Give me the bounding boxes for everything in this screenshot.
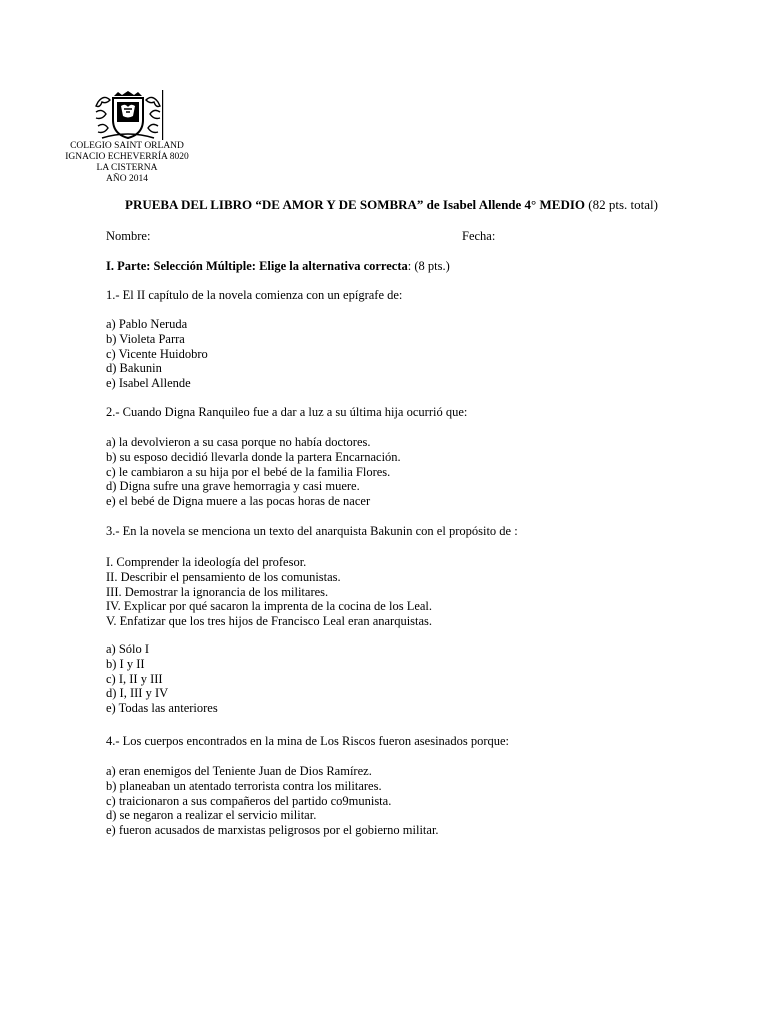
question-3-options [106,642,218,716]
option-b: b) Violeta Parra [106,331,185,346]
part-one-points: : (8 pts.) [407,259,450,273]
student-info-row [106,229,526,245]
question-4-prompt: 4.- Los cuerpos encontrados en la mina de Los Riscos fueron asesinados porque: [106,734,510,748]
option-a: a) Sólo I [106,642,150,656]
school-commune: LA CISTERNA [96,163,158,173]
school-crest-logo [92,90,164,142]
option-d: d) I, III y IV [106,686,169,701]
school-address: IGNACIO ECHEVERRÍA 8020 [65,152,189,162]
question-4-options [106,764,439,838]
option-c: c) le cambiaron a su hija por el bebé de la familia Flores. [106,464,391,479]
question-3 [106,524,518,539]
part-one-heading [106,259,450,274]
school-year: AÑO 2014 [106,174,148,184]
question-1-prompt: 1.- El II capítulo de la novela comienza con un epígrafe de: [106,288,403,302]
part-one-title: I. Parte: Selección Múltiple: Elige la alternativa correcta [106,259,408,273]
statement-iii: III. Demostrar la ignorancia de los militares. [106,584,329,599]
option-d: d) Digna sufre una grave hemorragia y casi muere. [106,479,360,494]
option-e: e) Isabel Allende [106,376,191,391]
statement-v: V. Enfatizar que los tres hijos de Francisco Leal eran anarquistas. [106,614,433,629]
question-1-options [106,317,208,391]
statement-iv: IV. Explicar por qué sacaron la imprenta de la cocina de los Leal. [106,599,433,614]
question-4 [106,734,509,749]
option-e: e) fueron acusados de marxistas peligrosos por el gobierno militar. [106,823,439,838]
school-info [62,141,192,185]
date-field-label: Fecha: [462,229,496,243]
question-3-statements [106,555,432,629]
school-name: COLEGIO SAINT ORLAND [70,141,184,151]
statement-i: I. Comprender la ideología del profesor. [106,555,307,569]
option-a: a) eran enemigos del Teniente Juan de Dios Ramírez. [106,764,372,778]
test-title [125,197,658,213]
question-2-prompt: 2.- Cuando Digna Ranquileo fue a dar a luz a su última hija ocurrió que: [106,405,468,419]
option-d: d) Bakunin [106,361,162,376]
question-3-prompt: 3.- En la novela se menciona un texto del anarquista Bakunin con el propósito de : [106,524,518,538]
question-1 [106,288,402,303]
option-b: b) su esposo decidió llevarla donde la partera Encarnación. [106,449,401,464]
option-e: e) el bebé de Digna muere a las pocas horas de nacer [106,494,371,509]
statement-ii: II. Describir el pensamiento de los comunistas. [106,569,341,584]
option-b: b) planeaban un atentado terrorista contra los militares. [106,778,382,793]
name-field-label: Nombre: [106,229,151,243]
option-c: c) traicionaron a sus compañeros del partido co9munista. [106,793,392,808]
option-b: b) I y II [106,656,145,671]
option-a: a) la devolvieron a su casa porque no había doctores. [106,435,371,449]
option-a: a) Pablo Neruda [106,317,188,331]
option-c: c) Vicente Huidobro [106,346,208,361]
option-d: d) se negaron a realizar el servicio militar. [106,808,317,823]
test-total-points: (82 pts. total) [588,197,658,212]
question-2 [106,405,467,420]
option-c: c) I, II y III [106,671,163,686]
question-2-options [106,435,401,509]
test-title-main: PRUEBA DEL LIBRO “DE AMOR Y DE SOMBRA” de Isabel Allende 4° MEDIO [125,197,586,212]
option-e: e) Todas las anteriores [106,701,218,716]
